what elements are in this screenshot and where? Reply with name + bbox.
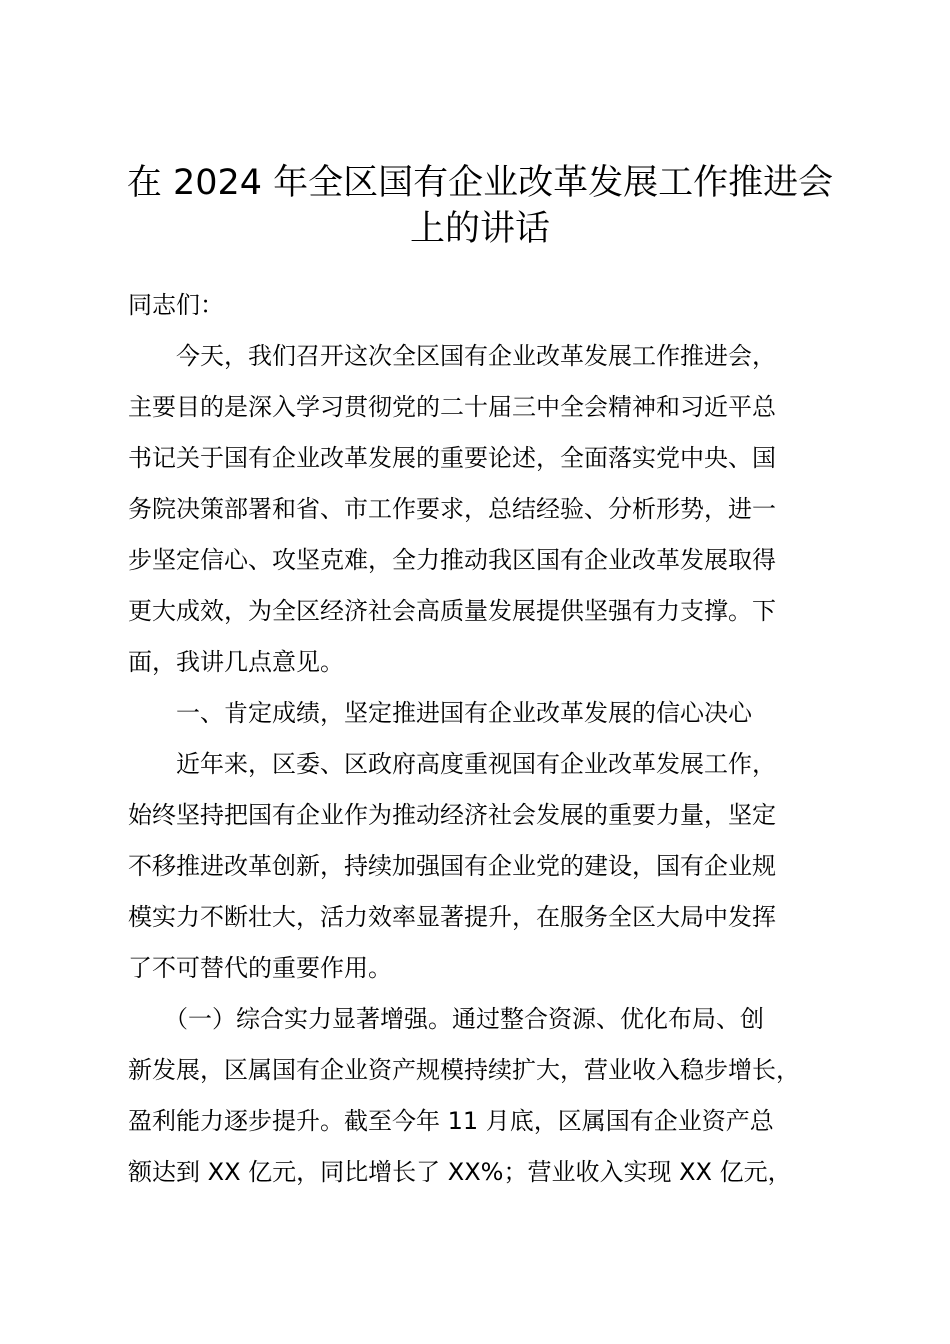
body-line: 步坚定信心、攻坚克难，全力推动我区国有企业改革发展取得 — [128, 546, 776, 574]
body-line: 盈利能力逐步提升。截至今年 11 月底，区属国有企业资产总 — [128, 1107, 774, 1135]
body-line: 今天，我们召开这次全区国有企业改革发展工作推进会， — [128, 342, 776, 370]
body-line: 了不可替代的重要作用。 — [128, 954, 392, 982]
body-line: 书记关于国有企业改革发展的重要论述，全面落实党中央、国 — [128, 444, 776, 472]
body-line: 额达到 XX 亿元，同比增长了 XX%；营业收入实现 XX 亿元， — [128, 1158, 792, 1186]
document-title — [100, 160, 860, 252]
body-line: 新发展，区属国有企业资产规模持续扩大，营业收入稳步增长， — [128, 1056, 800, 1084]
document-body — [128, 280, 834, 1198]
body-line: 近年来，区委、区政府高度重视国有企业改革发展工作， — [128, 750, 776, 778]
body-line: 主要目的是深入学习贯彻党的二十届三中全会精神和习近平总 — [128, 393, 776, 421]
body-line: 不移推进改革创新，持续加强国有企业党的建设，国有企业规 — [128, 852, 776, 880]
body-line: （一）综合实力显著增强。通过整合资源、优化布局、创 — [128, 1005, 764, 1033]
salutation: 同志们： — [128, 291, 224, 319]
title-line-1: 在 2024 年全区国有企业改革发展工作推进会 — [126, 163, 834, 203]
body-line: 始终坚持把国有企业作为推动经济社会发展的重要力量，坚定 — [128, 801, 776, 829]
body-line: 模实力不断壮大，活力效率显著提升，在服务全区大局中发挥 — [128, 903, 776, 931]
body-line: 务院决策部署和省、市工作要求，总结经验、分析形势，进一 — [128, 495, 776, 523]
body-line: 面，我讲几点意见。 — [128, 648, 344, 676]
body-line: 更大成效，为全区经济社会高质量发展提供坚强有力支撑。下 — [128, 597, 776, 625]
section-heading: 一、肯定成绩，坚定推进国有企业改革发展的信心决心 — [128, 699, 752, 727]
title-line-2: 上的讲话 — [409, 209, 550, 249]
